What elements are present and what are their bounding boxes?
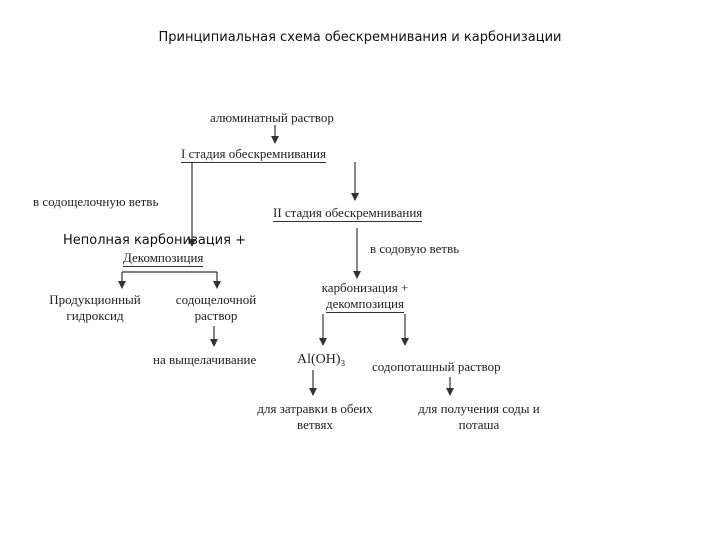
node-for-seeding	[240, 401, 390, 433]
carbonization-line2: декомпозиция	[326, 296, 404, 311]
label-incomplete-carbonization: Неполная карбонизация +	[63, 233, 246, 248]
node-for-soda-potash	[400, 401, 558, 433]
carbonization-line1: карбонизация +	[321, 280, 409, 295]
decomposition-label: Декомпозиция	[123, 250, 204, 265]
node-product-hydroxide	[36, 292, 154, 324]
node-aluminum-hydroxide: Al(OH)₃	[297, 352, 346, 367]
product-hydroxide-line1: Продукционный	[49, 292, 141, 307]
node-soda-potash-solution: содопоташный раствор	[372, 359, 501, 374]
seeding-line1: для затравки в обеих	[257, 401, 373, 416]
node-to-leaching: на выщелачивание	[153, 352, 257, 367]
node-aluminate-solution: алюминатный раствор	[210, 110, 334, 125]
node-stage1-desilication	[181, 146, 326, 162]
soda-potash-products-line2: поташа	[458, 417, 500, 432]
soda-alkaline-line1: содощелочной	[175, 292, 257, 307]
stage1-label: I стадия обескремнивания	[181, 146, 326, 161]
soda-potash-products-line1: для получения соды и	[418, 401, 540, 416]
page-title: Принципиальная схема обескремнивания и карбонизации	[158, 30, 562, 45]
seeding-line2: ветвях	[297, 417, 333, 432]
node-decomposition	[123, 250, 203, 266]
node-carbonization-decomposition	[300, 280, 430, 312]
node-soda-alkaline-solution	[160, 292, 272, 324]
node-stage2-desilication	[273, 205, 422, 221]
label-to-soda-branch: в содовую ветвь	[370, 241, 460, 256]
soda-alkaline-line2: раствор	[194, 308, 238, 323]
product-hydroxide-line2: гидроксид	[66, 308, 124, 323]
stage2-label: II стадия обескремнивания	[273, 205, 423, 220]
label-to-soda-alkaline-branch: в содощелочную ветвь	[33, 194, 159, 209]
